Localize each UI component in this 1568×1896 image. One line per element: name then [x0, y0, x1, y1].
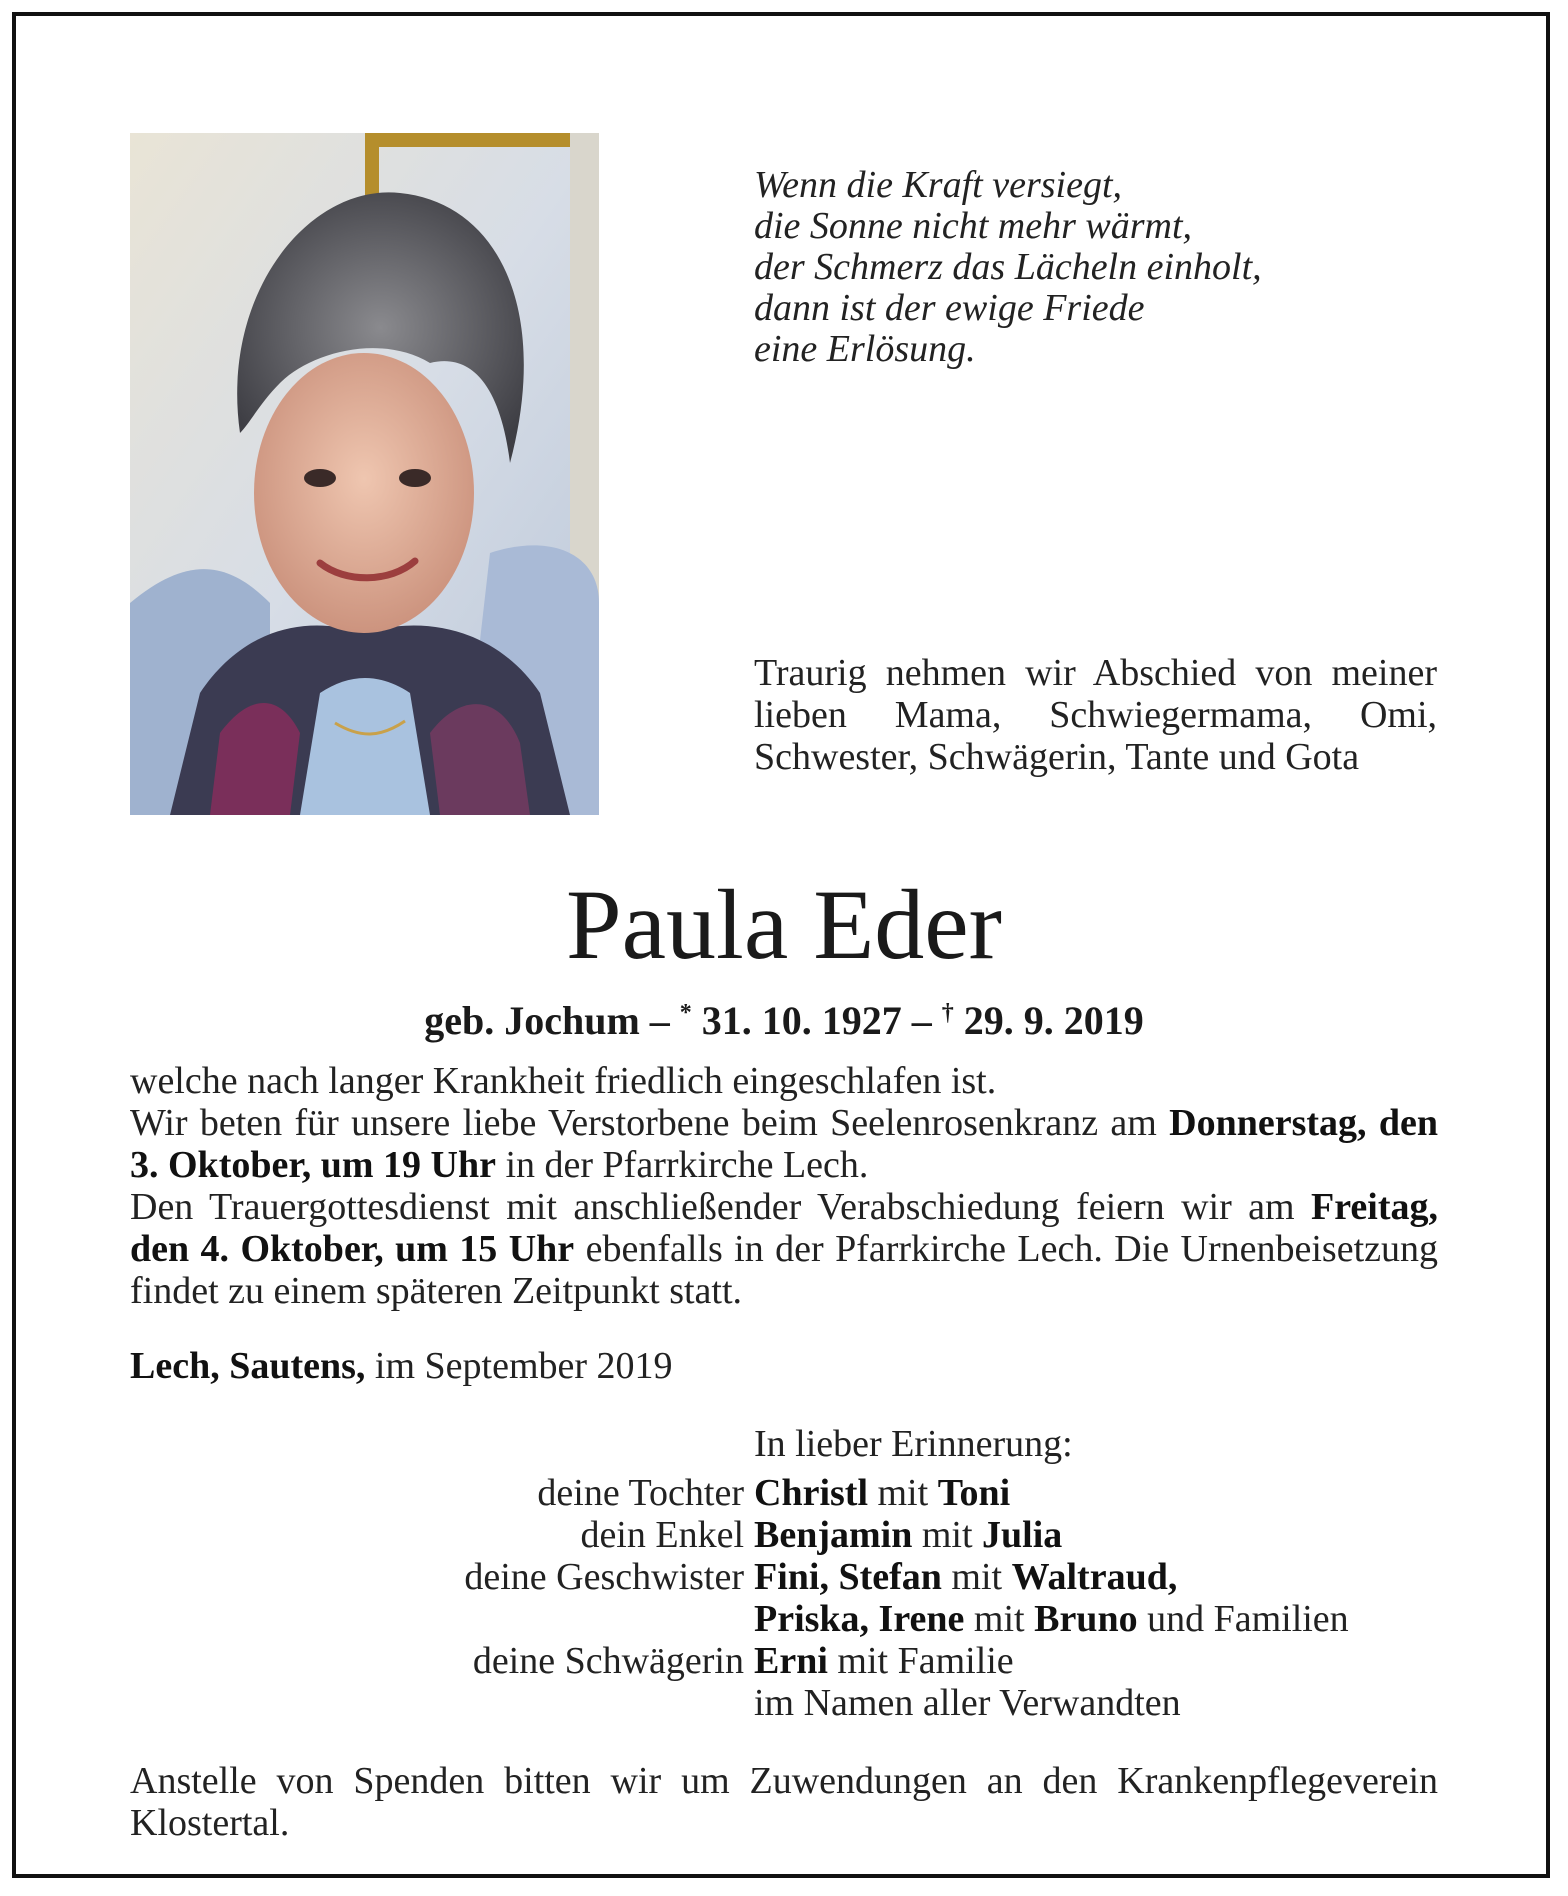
poem-line: Wenn die Kraft versiegt,	[754, 164, 1122, 206]
maiden-name: geb. Jochum	[424, 998, 640, 1043]
family-text: und Familien	[1137, 1598, 1349, 1640]
family-name: Toni	[937, 1472, 1011, 1514]
family-text: im Namen aller Verwandten	[754, 1682, 1181, 1724]
separator: –	[901, 998, 942, 1043]
family-name: Erni	[754, 1640, 828, 1682]
poem-line: die Sonne nicht mehr wärmt,	[754, 205, 1193, 247]
rosary-date: Donnerstag, den 3. Oktober, um 19 Uhr	[130, 1102, 1438, 1186]
donation-note: Anstelle von Spenden bitten wir um Zuwendungen an den Krankenpflegeverein Klostertal.	[130, 1760, 1438, 1844]
family-relation: deine Geschwister	[464, 1556, 744, 1598]
place-names: Lech, Sautens,	[130, 1345, 366, 1387]
birth-symbol: *	[679, 1000, 692, 1026]
body-text: ebenfalls in der Pfarrkirche Lech. Die Urnenbeisetzung findet zu einem späteren Zeitpunkt statt.	[130, 1228, 1438, 1312]
portrait-photo	[130, 133, 599, 815]
family-relation: dein Enkel	[580, 1514, 744, 1556]
birth-date: 31. 10. 1927	[691, 998, 902, 1043]
poem-line: dann ist der ewige Friede	[754, 287, 1145, 329]
funeral-date: Freitag, den 4. Oktober, um 15 Uhr	[130, 1186, 1438, 1270]
poem	[754, 165, 1262, 370]
place-date-text: im September 2019	[365, 1345, 673, 1387]
family-names	[754, 1514, 1062, 1556]
family-row	[130, 1556, 1438, 1598]
body-text: Wir beten für unsere liebe Verstorbene beim Seelenrosenkranz am	[130, 1102, 1170, 1144]
family-relation	[130, 1598, 754, 1640]
family-relation: deine Tochter	[537, 1472, 744, 1514]
family-name: Benjamin	[754, 1514, 913, 1556]
family-text: mit	[912, 1514, 983, 1556]
family-row	[130, 1598, 1438, 1640]
body-text: welche nach langer Krankheit friedlich eingeschlafen ist.	[130, 1060, 997, 1102]
family-names	[754, 1598, 1349, 1640]
family-names	[754, 1640, 1014, 1682]
family-row	[130, 1514, 1438, 1556]
death-date: 29. 9. 2019	[953, 998, 1144, 1043]
life-dates	[0, 990, 1568, 1044]
family-names	[754, 1682, 1181, 1724]
family-text: mit Familie	[827, 1640, 1014, 1682]
memory-title: In lieber Erinnerung:	[754, 1423, 1073, 1465]
family-names	[754, 1556, 1177, 1598]
family-text: mit	[964, 1598, 1035, 1640]
family-name: Julia	[982, 1514, 1063, 1556]
family-row	[130, 1472, 1438, 1514]
body-text: in der Pfarrkirche Lech.	[495, 1144, 869, 1186]
separator: –	[639, 998, 680, 1043]
family-names	[754, 1472, 1010, 1514]
family-row	[130, 1682, 1438, 1724]
poem-line: eine Erlösung.	[754, 328, 976, 370]
body-paragraph	[130, 1186, 1438, 1312]
body-paragraph	[130, 1102, 1438, 1186]
family-name: Fini, Stefan	[754, 1556, 942, 1598]
place-date	[130, 1345, 673, 1387]
family-name: Bruno	[1034, 1598, 1138, 1640]
family-row	[130, 1640, 1438, 1682]
announcement-body	[130, 1060, 1438, 1312]
poem-line: der Schmerz das Lächeln einholt,	[754, 246, 1262, 288]
family-list	[130, 1472, 1438, 1724]
intro-text: Traurig nehmen wir Abschied von meiner lieben Mama, Schwiegermama, Omi, Schwester, Schwägerin, Tante und Gota	[754, 652, 1437, 778]
body-paragraph	[130, 1060, 1438, 1102]
family-name: Priska, Irene	[754, 1598, 965, 1640]
portrait-photo-icon	[130, 133, 599, 815]
family-text: mit	[868, 1472, 938, 1514]
family-name: Christl	[754, 1472, 868, 1514]
family-relation: deine Schwägerin	[472, 1640, 744, 1682]
death-symbol: †	[941, 1000, 954, 1026]
body-text: Den Trauergottesdienst mit anschließender Verabschiedung feiern wir am	[130, 1186, 1312, 1228]
family-relation	[130, 1682, 754, 1724]
deceased-name: Paula Eder	[566, 869, 1002, 980]
family-name: Waltraud,	[1011, 1556, 1178, 1598]
family-text: mit	[941, 1556, 1012, 1598]
